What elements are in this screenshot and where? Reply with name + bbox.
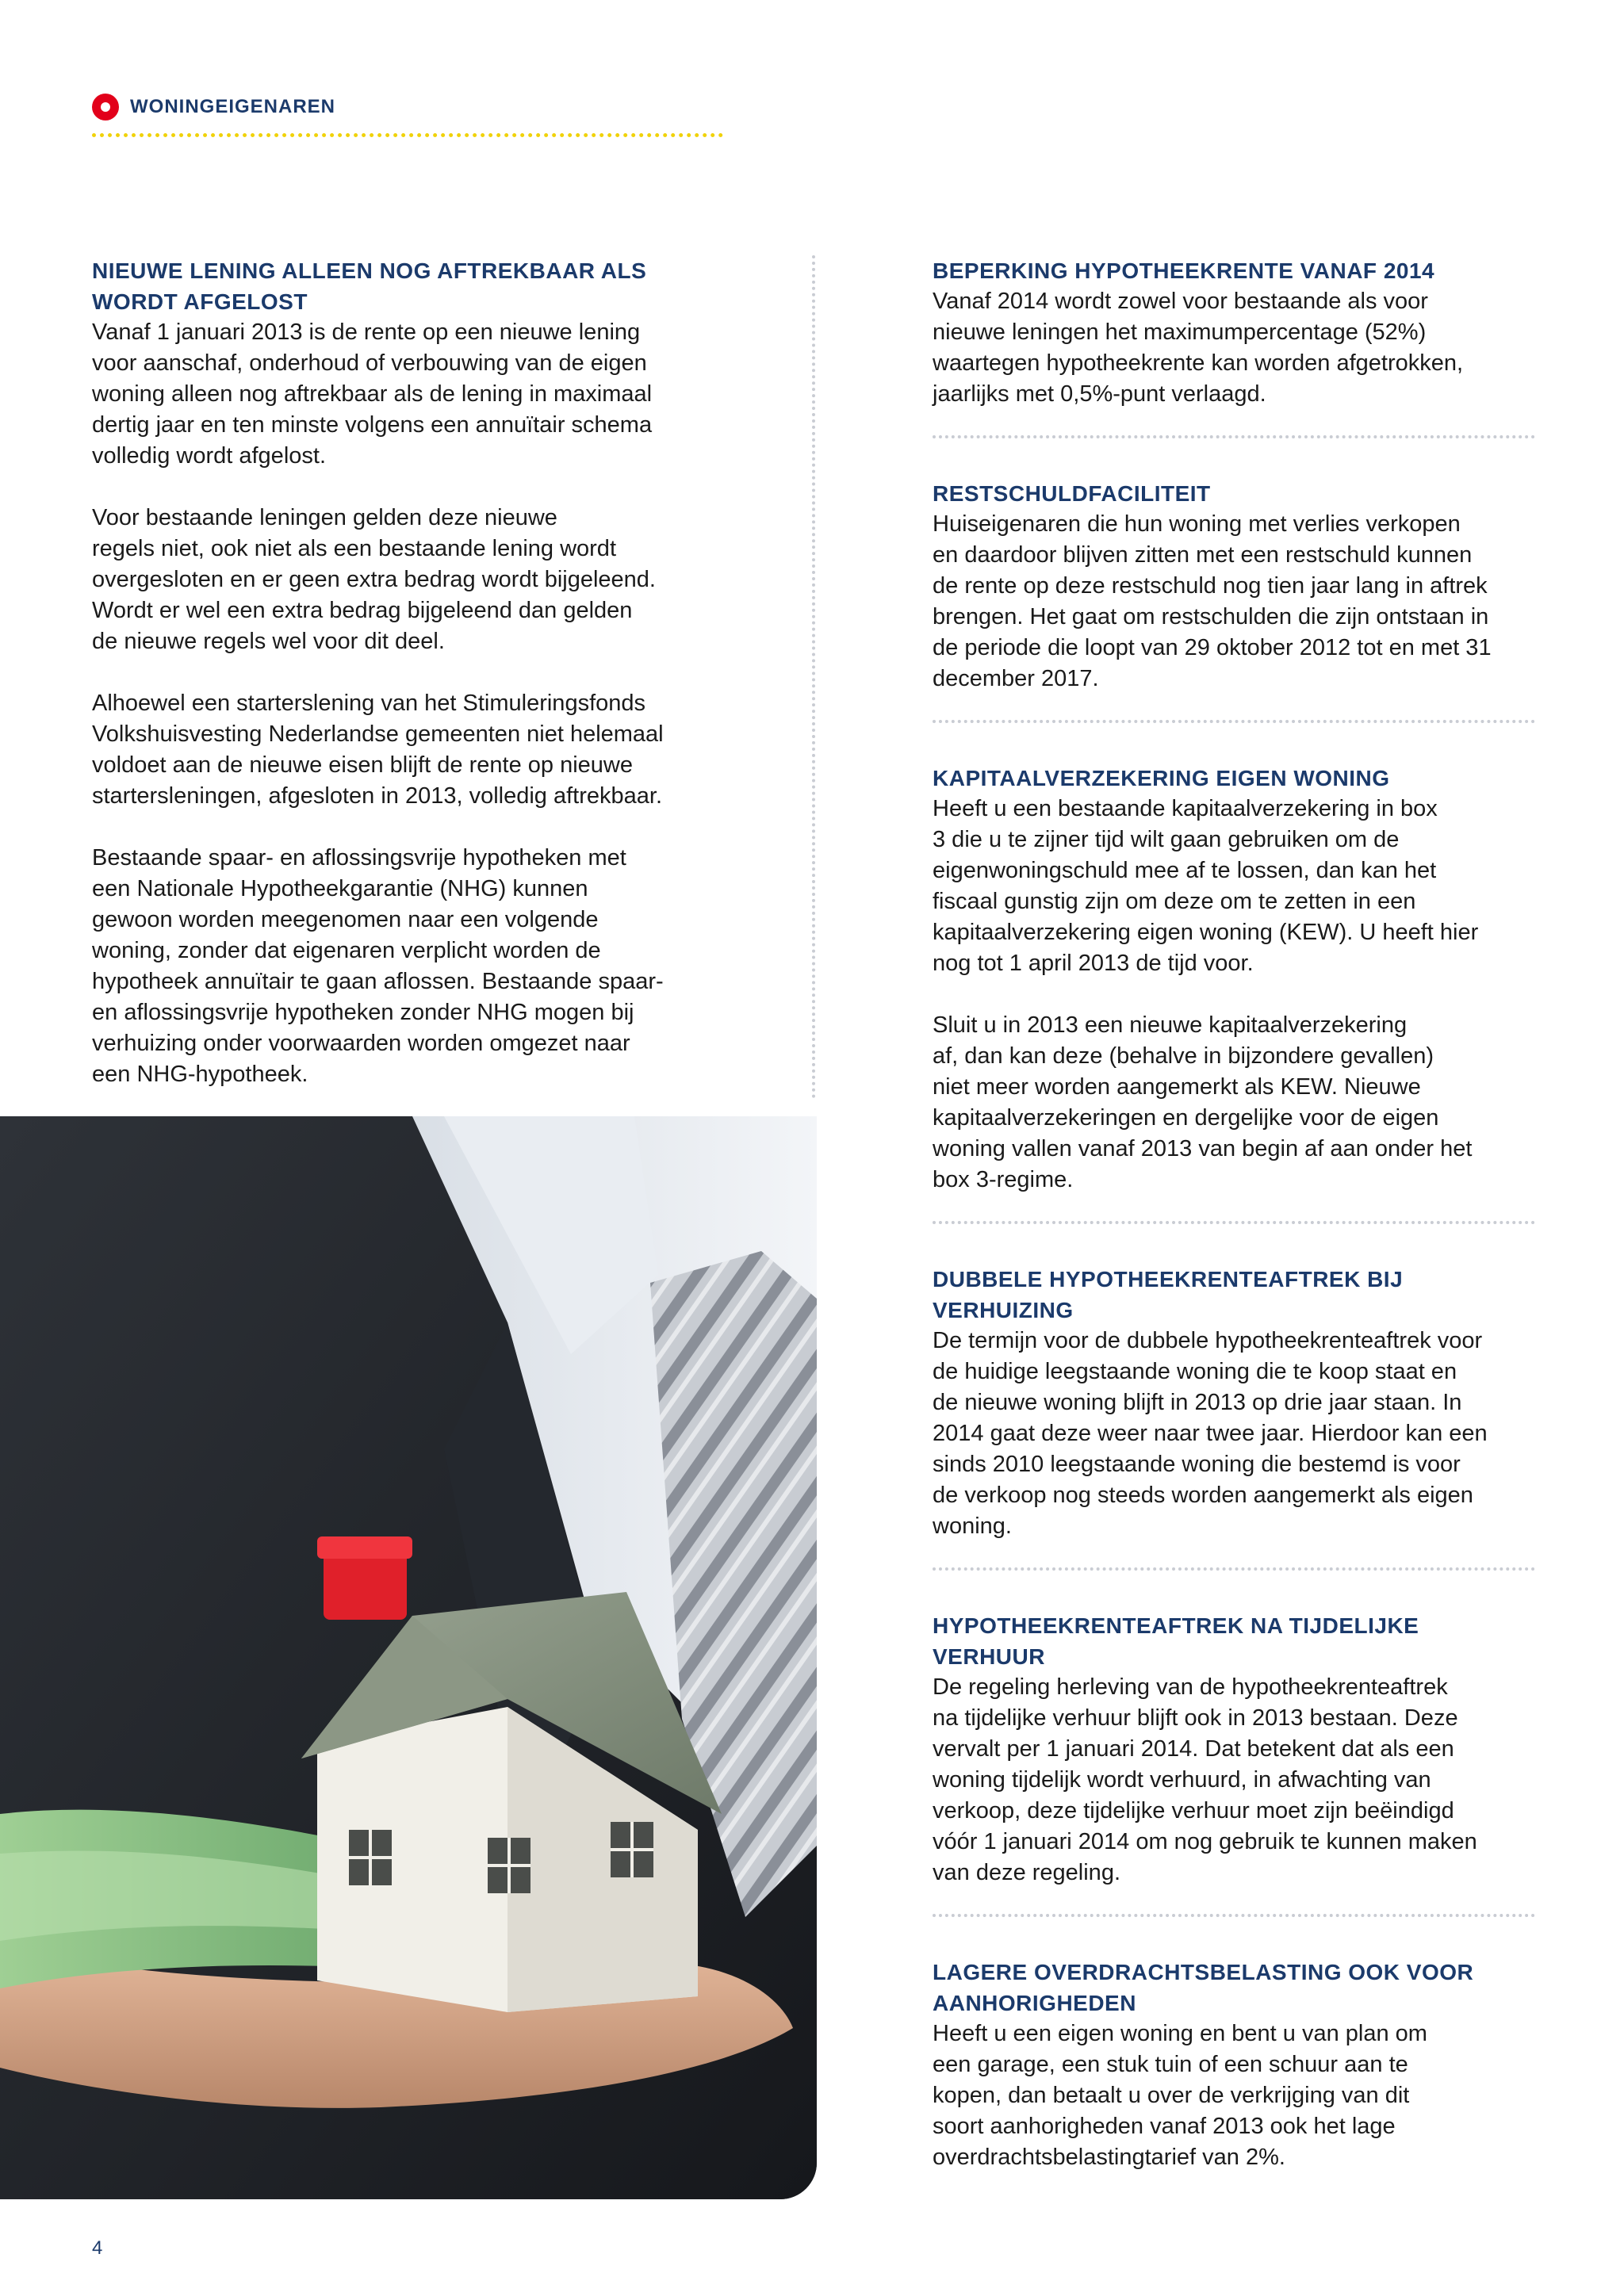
section-title: LAGERE OVERDRACHTSBELASTING OOK VOOR AANHORIGHEDEN xyxy=(933,1960,1474,2015)
section-tijdelijke-verhuur xyxy=(933,1610,1535,1888)
left-paragraph-4: Bestaande spaar- en aflossingsvrije hypotheken met een Nationale Hypotheekgarantie (NHG) kunnen gewoon worden meegenomen naar een volgende woning, zonder dat eigenaren verplicht worden de hypotheek annuïtair te gaan aflossen. Bestaande spaar- en aflossingsvrije hypotheken zonder NHG mogen bij verhuizing onder voorwaarden worden omgezet naar een NHG-hypotheek. xyxy=(92,845,664,1087)
section-marker-icon xyxy=(92,94,119,121)
section-label: WONINGEIGENAREN xyxy=(130,96,336,117)
section-divider xyxy=(933,1221,1535,1224)
section-title: DUBBELE HYPOTHEEKRENTEAFTREK BIJ VERHUIZING xyxy=(933,1267,1404,1322)
section-beperking xyxy=(933,255,1535,410)
section-paragraph: Huiseigenaren die hun woning met verlies verkopen en daardoor blijven zitten met een restschuld kunnen de rente op deze restschuld nog tien jaar lang in aftrek brengen. Het gaat om restschulden die zijn ontstaan in de periode die loopt van 29 oktober 2012 tot en met 31 december 2017. xyxy=(933,511,1492,691)
section-paragraph: De regeling herleving van de hypotheekrenteaftrek na tijdelijke verhuur blijft ook in 2013 bestaan. Deze vervalt per 1 januari 2014. Dat betekent dat als een woning tijdelijk wordt verhuurd, in afwachting van verkoop, deze tijdelijke verhuur moet zijn beëindigd vóór 1 januari 2014 om nog gebruik te kunnen maken van deze regeling. xyxy=(933,1674,1477,1885)
header-dotted-rule xyxy=(92,133,723,137)
section-paragraph: Sluit u in 2013 een nieuwe kapitaalverzekering af, dan kan deze (behalve in bijzondere gevallen) niet meer worden aangemerkt als KEW. Nieuwe kapitaalverzekeringen en dergelijke voor de eigen woning vallen vanaf 2013 van begin af aan onder het box 3-regime. xyxy=(933,1012,1473,1192)
section-restschuld xyxy=(933,478,1535,695)
section-paragraph: Heeft u een eigen woning en bent u van plan om een garage, een stuk tuin of een schuur aan te kopen, dan betaalt u over de verkrijging van dit soort aanhorigheden vanaf 2013 ook het lage overdrachtsbelastingtarief van 2%. xyxy=(933,2021,1427,2170)
section-dubbele-aftrek xyxy=(933,1264,1535,1542)
section-title: BEPERKING HYPOTHEEKRENTE VANAF 2014 xyxy=(933,258,1435,283)
house-on-money-photo xyxy=(0,1116,817,2199)
section-overdrachtsbelasting xyxy=(933,1957,1535,2173)
left-paragraph-2: Voor bestaande leningen gelden deze nieuwe regels niet, ook niet als een bestaande lening wordt overgesloten en er geen extra bedrag wordt bijgeleend. Wordt er wel een extra bedrag bijgeleend dan gelden de nieuwe regels wel voor dit deel. xyxy=(92,505,656,654)
section-divider xyxy=(933,1914,1535,1917)
section-title: HYPOTHEEKRENTEAFTREK NA TIJDELIJKE VERHUUR xyxy=(933,1613,1419,1669)
section-paragraph: Heeft u een bestaande kapitaalverzekering in box 3 die u te zijner tijd wilt gaan gebruiken om de eigenwoningschuld mee af te lossen, dan kan het fiscaal gunstig zijn om deze om te zetten in een kapitaalverzekering eigen woning (KEW). U heeft hier nog tot 1 april 2013 de tijd voor. xyxy=(933,796,1479,976)
page-number: 4 xyxy=(92,2237,103,2259)
section-divider xyxy=(933,1567,1535,1571)
left-section-title: NIEUWE LENING ALLEEN NOG AFTREKBAAR ALS WORDT AFGELOST xyxy=(92,258,647,314)
left-paragraph-1: Vanaf 1 januari 2013 is de rente op een nieuwe lening voor aanschaf, onderhoud of verbouwing van de eigen woning alleen nog aftrekbaar als de lening in maximaal dertig jaar en ten minste volgens een annuïtair schema volledig wordt afgelost. xyxy=(92,320,653,469)
section-divider xyxy=(933,720,1535,723)
column-divider xyxy=(812,255,815,1099)
section-tag xyxy=(92,94,335,121)
left-column xyxy=(92,255,703,1090)
model-house-chimney xyxy=(324,1548,407,1620)
section-title: RESTSCHULDFACILITEIT xyxy=(933,481,1211,506)
right-column xyxy=(933,255,1535,2173)
left-paragraph-3: Alhoewel een starterslening van het Stimuleringsfonds Volkshuisvesting Nederlandse gemeenten niet helemaal voldoet aan de nieuwe eisen blijft de rente op nieuwe startersleningen, afgesloten in 2013, volledig aftrekbaar. xyxy=(92,691,664,809)
section-paragraph: Vanaf 2014 wordt zowel voor bestaande als voor nieuwe leningen het maximumpercentage (52%) waartegen hypotheekrente kan worden afgetrokken, jaarlijks met 0,5%-punt verlaagd. xyxy=(933,289,1464,407)
section-divider xyxy=(933,435,1535,438)
section-paragraph: De termijn voor de dubbele hypotheekrenteaftrek voor de huidige leegstaande woning die te koop staat en de nieuwe woning blijft in 2013 op drie jaar staan. In 2014 gaat deze weer naar twee jaar. Hierdoor kan een sinds 2010 leegstaande woning die bestemd is voor de verkoop nog steeds worden aangemerkt als eigen woning. xyxy=(933,1328,1488,1539)
section-title: KAPITAALVERZEKERING EIGEN WONING xyxy=(933,766,1390,790)
section-kapitaalverzekering xyxy=(933,763,1535,1196)
